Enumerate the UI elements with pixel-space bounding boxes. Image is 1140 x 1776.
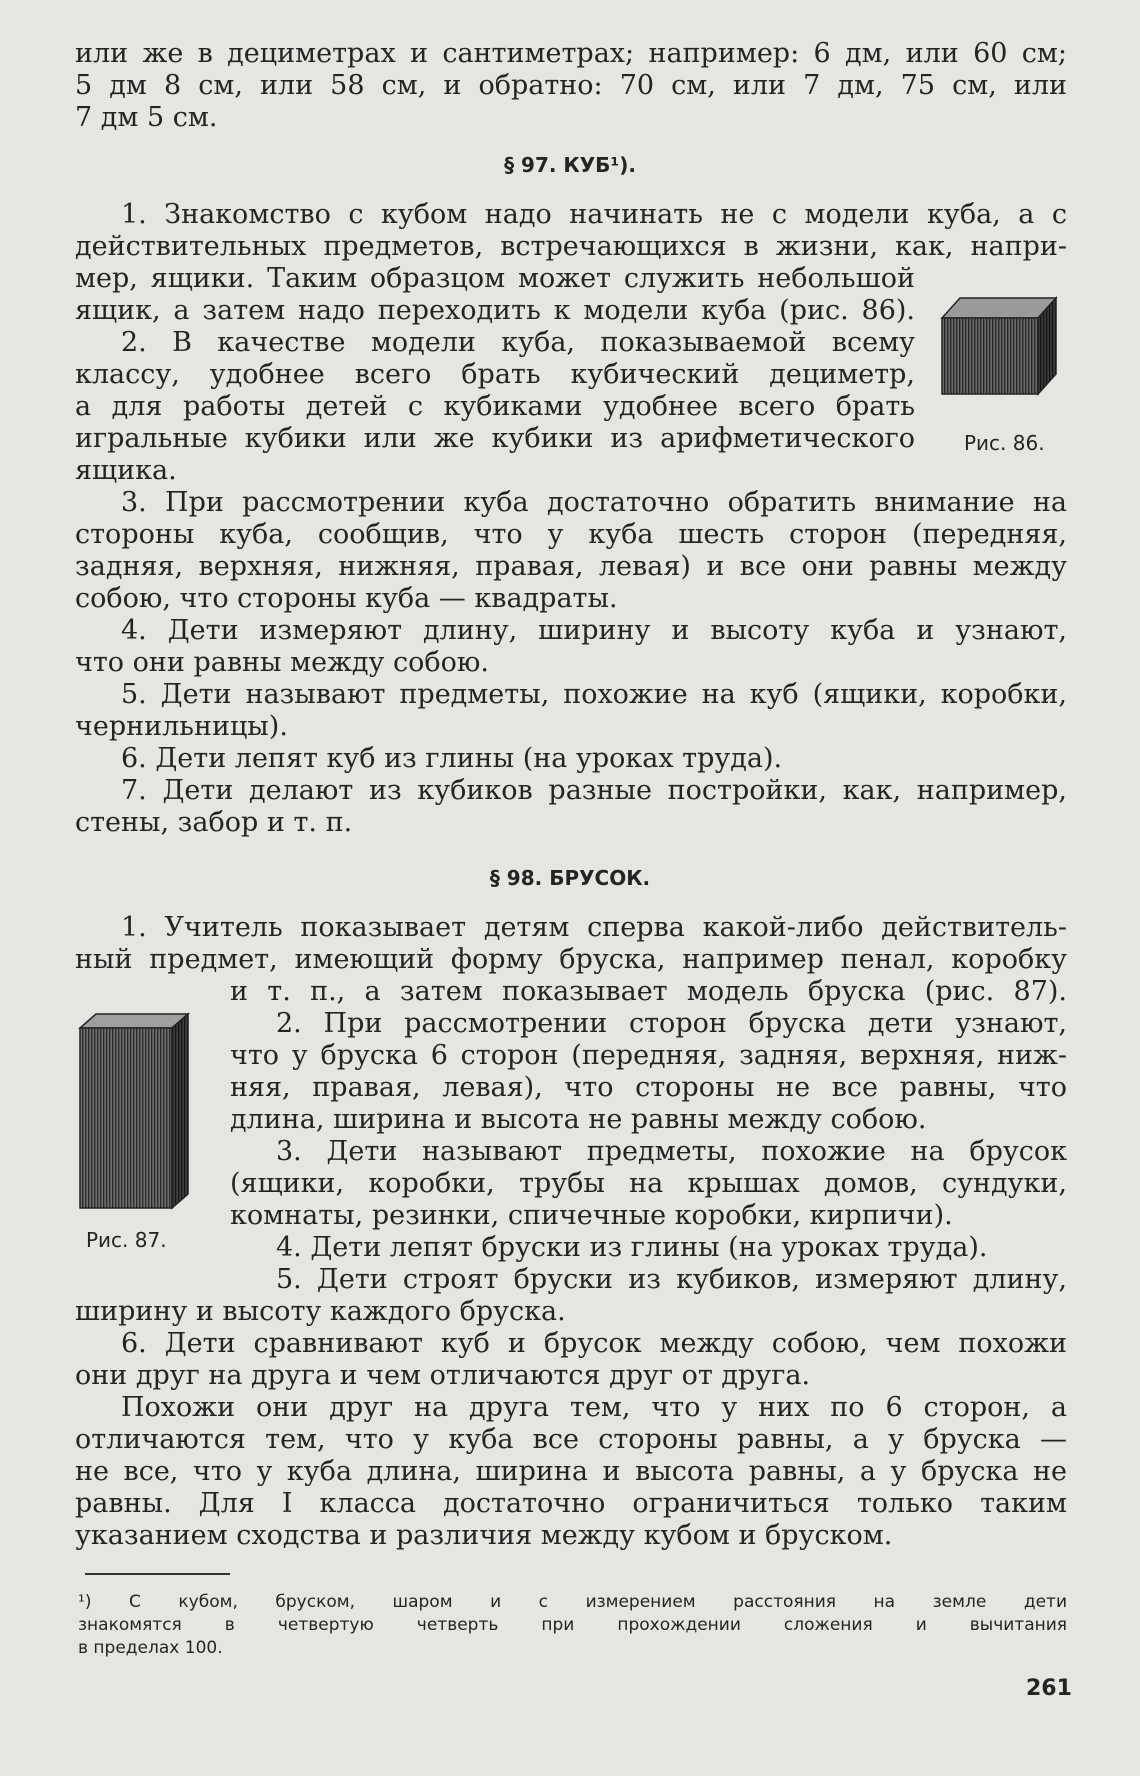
cube-figure: [938, 294, 1060, 398]
paragraph-line: действительных предметов, встречающихся в жизни, как, напри-: [75, 231, 1067, 262]
paragraph-line: классу, удобнее всего брать кубический дециметр,: [75, 359, 915, 390]
paragraph-line: 6. Дети лепят куб из глины (на уроках труда).: [121, 743, 783, 774]
footnote-line: ¹) С кубом, бруском, шаром и с измерением расстояния на земле дети: [78, 1592, 1067, 1612]
section-97-heading: § 97. КУБ¹).: [504, 153, 636, 177]
paragraph-line: указанием сходства и различия между кубом и бруском.: [75, 1520, 893, 1551]
paragraph-line: 1. Знакомство с кубом надо начинать не с модели куба, а с: [121, 199, 1067, 230]
paragraph-line: стены, забор и т. п.: [75, 807, 353, 838]
paragraph-line: 3. Дети называют предметы, похожие на брусок: [276, 1136, 1067, 1167]
page-number: 261: [1026, 1676, 1072, 1701]
paragraph-line: и т. п., а затем показывает модель бруска (рис. 87).: [230, 976, 1067, 1007]
paragraph-line: комнаты, резинки, спичечные коробки, кирпичи).: [230, 1200, 953, 1231]
paragraph-line: что у бруска 6 сторон (передняя, задняя, верхняя, ниж-: [230, 1040, 1067, 1071]
paragraph-line: няя, правая, левая), что стороны не все равны, что: [230, 1072, 1067, 1103]
paragraph-line: 4. Дети лепят бруски из глины (на уроках труда).: [276, 1232, 988, 1263]
paragraph-line: ящика.: [75, 455, 177, 486]
paragraph-line: ширину и высоту каждого бруска.: [75, 1296, 566, 1327]
section-98-heading: § 98. БРУСОК.: [489, 866, 651, 890]
figure-86-caption: Рис. 86.: [964, 431, 1045, 455]
paragraph-line: не все, что у куба длина, ширина и высота равны, а у бруска не: [75, 1456, 1067, 1487]
paragraph-line: стороны куба, сообщив, что у куба шесть сторон (передняя,: [75, 519, 1067, 550]
paragraph-line: собою, что стороны куба — квадраты.: [75, 583, 618, 614]
paragraph-line: мер, ящики. Таким образцом может служить небольшой: [75, 263, 915, 294]
paragraph-line: 2. При рассмотрении сторон бруска дети узнают,: [276, 1008, 1067, 1039]
paragraph-line: 5. Дети строят бруски из кубиков, измеряют длину,: [276, 1264, 1067, 1295]
paragraph-line: 1. Учитель показывает детям сперва какой-либо действитель-: [121, 912, 1067, 943]
paragraph-line: задняя, верхняя, нижняя, правая, левая) и все они равны между: [75, 551, 1067, 582]
paragraph-line: 6. Дети сравнивают куб и брусок между собою, чем похожи: [121, 1328, 1067, 1359]
paragraph-line: что они равны между собою.: [75, 647, 489, 678]
paragraph-line: длина, ширина и высота не равны между собою.: [230, 1104, 927, 1135]
paragraph-line: игральные кубики или же кубики из арифметического: [75, 423, 915, 454]
paragraph-line: 3. При рассмотрении куба достаточно обратить внимание на: [121, 487, 1067, 518]
footnote-rule: [85, 1573, 230, 1575]
paragraph-line: отличаются тем, что у куба все стороны равны, а у бруска —: [75, 1424, 1067, 1455]
paragraph-line: а для работы детей с кубиками удобнее всего брать: [75, 391, 915, 422]
paragraph-line: (ящики, коробки, трубы на крышах домов, сундуки,: [230, 1168, 1067, 1199]
paragraph-line: чернильницы).: [75, 711, 288, 742]
bar-figure: [76, 1010, 192, 1212]
intro-line: или же в дециметрах и сантиметрах; например: 6 дм, или 60 см;: [75, 38, 1067, 69]
paragraph-line: они друг на друга и чем отличаются друг от друга.: [75, 1360, 811, 1391]
paragraph-line: 5. Дети называют предметы, похожие на куб (ящики, коробки,: [121, 679, 1067, 710]
figure-87-caption: Рис. 87.: [86, 1228, 167, 1252]
intro-line: 7 дм 5 см.: [75, 102, 218, 133]
paragraph-line: Похожи они друг на друга тем, что у них по 6 сторон, а: [121, 1392, 1067, 1423]
paragraph-line: ный предмет, имеющий форму бруска, например пенал, коробку: [75, 944, 1067, 975]
paragraph-line: 2. В качестве модели куба, показываемой всему: [121, 327, 915, 358]
footnote-line: знакомятся в четвертую четверть при прохождении сложения и вычитания: [78, 1615, 1067, 1635]
paragraph-line: 7. Дети делают из кубиков разные постройки, как, например,: [121, 775, 1067, 806]
paragraph-line: 4. Дети измеряют длину, ширину и высоту куба и узнают,: [121, 615, 1067, 646]
paragraph-line: ящик, а затем надо переходить к модели куба (рис. 86).: [75, 295, 915, 326]
footnote-line: в пределах 100.: [78, 1638, 223, 1658]
intro-line: 5 дм 8 см, или 58 см, и обратно: 70 см, или 7 дм, 75 см, или: [75, 70, 1067, 101]
paragraph-line: равны. Для I класса достаточно ограничиться только таким: [75, 1488, 1067, 1519]
